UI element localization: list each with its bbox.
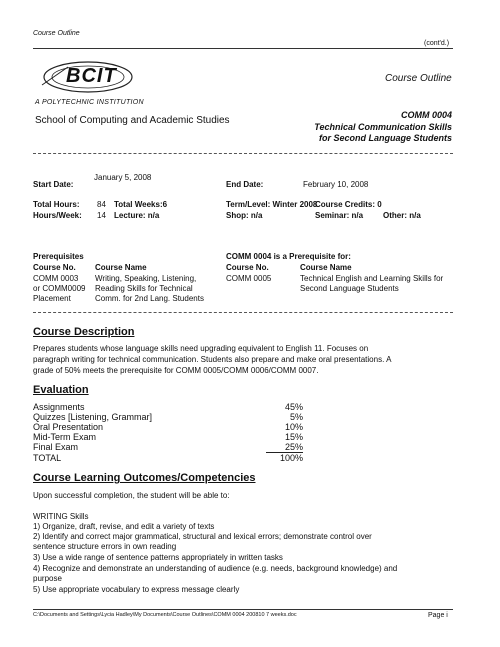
footer-rule (33, 609, 453, 610)
prereq-col-name: Course Name (95, 263, 147, 272)
evaluation-value: 10% (284, 422, 303, 432)
course-code: COMM 0004 (400, 110, 452, 120)
prereq-no-line: COMM 0003 (33, 274, 79, 283)
description-line: grade of 50% meets the prerequisite for COMM 0005/COMM 0006/COMM 0007. (33, 366, 319, 375)
header-rule (33, 48, 453, 49)
course-title-line1: Technical Communication Skills (314, 122, 452, 132)
prereq-for-heading: COMM 0004 is a Prerequisite for: (226, 252, 351, 261)
logo-text: BCIT (66, 65, 117, 87)
shop-hours: Shop: n/a (226, 211, 263, 220)
outcomes-intro: Upon successful completion, the student will be able to: (33, 491, 230, 500)
seminar-hours: Seminar: n/a (315, 211, 364, 220)
description-line: paragraph writing for technical communication. Students also prepare and make oral presentations. A (33, 355, 392, 364)
hours-week-label: Hours/Week: (33, 211, 82, 220)
evaluation-label: Mid-Term Exam (33, 432, 97, 442)
lecture-hours: Lecture: n/a (114, 211, 160, 220)
section-rule (33, 153, 453, 154)
page-number: Page i (428, 612, 448, 619)
evaluation-label: TOTAL (33, 453, 62, 463)
course-outline-title: Course Outline (385, 73, 452, 84)
course-credits: Course Credits: 0 (315, 200, 382, 209)
prereq-for-name-line: Second Language Students (300, 284, 399, 293)
evaluation-value: 100% (279, 453, 303, 463)
bcit-logo (38, 57, 134, 97)
evaluation-label: Oral Presentation (33, 422, 104, 432)
doc-label: Course Outline (33, 30, 80, 37)
logo-tagline: A POLYTECHNIC INSTITUTION (35, 99, 144, 106)
start-date-label: Start Date: (33, 180, 74, 189)
evaluation-value: 45% (284, 402, 303, 412)
outcome-line: 5) Use appropriate vocabulary to express message clearly (33, 585, 240, 594)
end-date-label: End Date: (226, 180, 264, 189)
evaluation-label: Quizzes [Listening, Grammar] (33, 412, 153, 422)
other-hours: Other: n/a (383, 211, 421, 220)
prereq-for-no: COMM 0005 (226, 274, 272, 283)
section-rule (33, 312, 453, 313)
description-line: Prepares students whose language skills need upgrading equivalent to English 11. Focuses on (33, 344, 369, 353)
prereq-col-no: Course No. (33, 263, 76, 272)
prereq-name-line: Writing, Speaking, Listening, (95, 274, 197, 283)
evaluation-value: 5% (289, 412, 303, 422)
total-hours-label: Total Hours: (33, 200, 80, 209)
school-name: School of Computing and Academic Studies (35, 115, 230, 126)
evaluation-value: 15% (284, 432, 303, 442)
prereq-for-name-line: Technical English and Learning Skills for (300, 274, 444, 283)
hours-week-value: 14 (97, 211, 106, 220)
prereq-for-col-name: Course Name (300, 263, 352, 272)
start-date-value: January 5, 2008 (94, 173, 152, 182)
outcomes-heading: Course Learning Outcomes/Competencies (33, 472, 256, 484)
outcome-line: 4) Recognize and demonstrate an understanding of audience (e.g. needs, background knowledge) and (33, 564, 398, 573)
prereq-name-line: Comm. for 2nd Lang. Students (95, 294, 204, 303)
term-level: Term/Level: Winter 2008 (226, 200, 318, 209)
evaluation-heading: Evaluation (33, 384, 89, 396)
total-weeks: Total Weeks:6 (114, 200, 168, 209)
total-hours-value: 84 (97, 200, 106, 209)
outcome-line: purpose (33, 574, 62, 583)
prereq-for-col-no: Course No. (226, 263, 269, 272)
prereq-no-line: Placement (33, 294, 71, 303)
outcome-line: sentence structure errors in own reading (33, 542, 177, 551)
outcome-line: 2) Identify and correct major grammatical, structural and lexical errors; demonstrate control over (33, 532, 372, 541)
description-heading: Course Description (33, 326, 135, 338)
prereq-name-line: Reading Skills for Technical (95, 284, 193, 293)
prereq-heading: Prerequisites (33, 252, 84, 261)
contd-label: (cont'd.) (424, 40, 450, 47)
evaluation-label: Final Exam (33, 442, 79, 452)
outcome-line: 1) Organize, draft, revise, and edit a variety of texts (33, 522, 215, 531)
course-title-line2: for Second Language Students (318, 133, 452, 143)
evaluation-label: Assignments (33, 402, 85, 412)
footer-path: C:\Documents and Settings\Lycia Hadley\My Documents\Course Outlines\COMM 0004 200810 7 weeks.doc (33, 612, 297, 618)
outcome-line: 3) Use a wide range of sentence patterns appropriately in written tasks (33, 553, 283, 562)
evaluation-value: 25% (284, 442, 303, 452)
outcomes-subheading: WRITING Skills (33, 512, 89, 521)
end-date-value: February 10, 2008 (303, 180, 369, 189)
prereq-no-line: or COMM0009 (33, 284, 86, 293)
